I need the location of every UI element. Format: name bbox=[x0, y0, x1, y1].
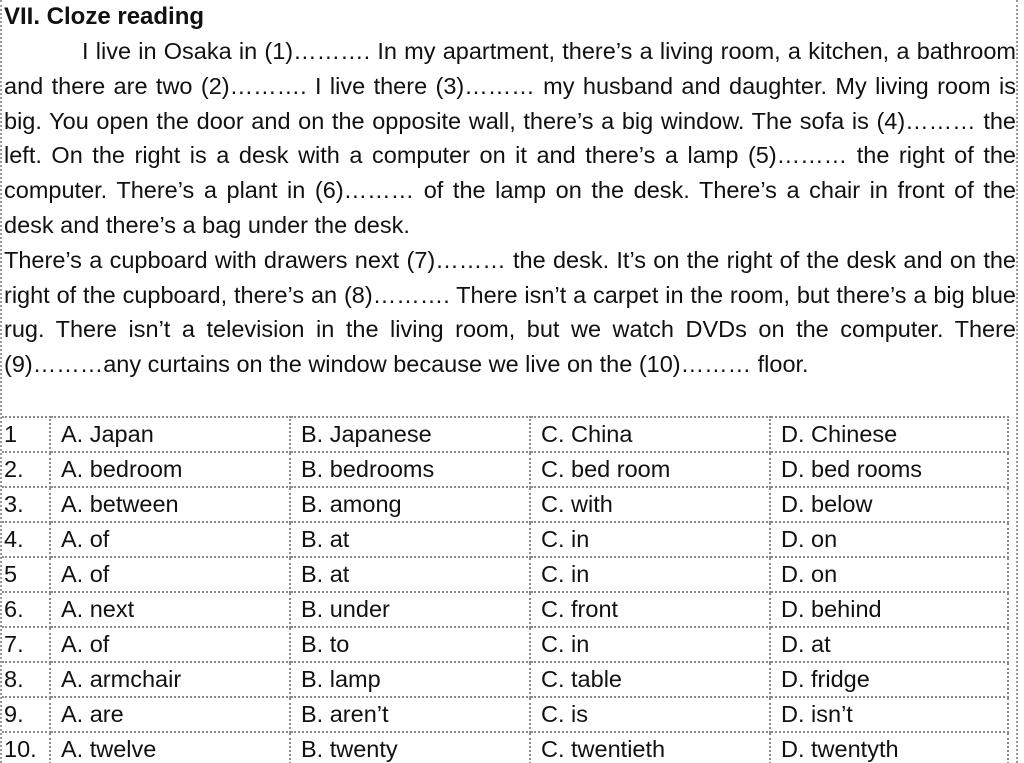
option-c: C. with bbox=[530, 487, 770, 522]
option-a: A. of bbox=[50, 627, 290, 662]
option-b: B. twenty bbox=[290, 732, 530, 763]
option-c: C. bed room bbox=[530, 452, 770, 487]
question-row bbox=[2, 487, 1008, 522]
question-number: 5 bbox=[2, 557, 50, 592]
option-d: D. twentyth bbox=[770, 732, 1008, 763]
cloze-passage bbox=[4, 34, 1016, 382]
question-number: 8. bbox=[2, 662, 50, 697]
question-number: 9. bbox=[2, 697, 50, 732]
option-b: B. at bbox=[290, 522, 530, 557]
option-c: C. China bbox=[530, 417, 770, 452]
option-d: D. Chinese bbox=[770, 417, 1008, 452]
option-d: D. isn’t bbox=[770, 697, 1008, 732]
option-d: D. bed rooms bbox=[770, 452, 1008, 487]
option-d: D. behind bbox=[770, 592, 1008, 627]
option-a: A. of bbox=[50, 522, 290, 557]
question-number: 6. bbox=[2, 592, 50, 627]
answer-options-table bbox=[2, 416, 1009, 763]
question-row bbox=[2, 557, 1008, 592]
option-a: A. between bbox=[50, 487, 290, 522]
option-c: C. is bbox=[530, 697, 770, 732]
question-row bbox=[2, 662, 1008, 697]
option-c: C. twentieth bbox=[530, 732, 770, 763]
question-number: 2. bbox=[2, 452, 50, 487]
question-number: 1 bbox=[2, 417, 50, 452]
option-b: B. aren’t bbox=[290, 697, 530, 732]
option-c: C. table bbox=[530, 662, 770, 697]
question-number: 3. bbox=[2, 487, 50, 522]
option-a: A. armchair bbox=[50, 662, 290, 697]
option-d: D. at bbox=[770, 627, 1008, 662]
question-row bbox=[2, 732, 1008, 763]
question-number: 10. bbox=[2, 732, 50, 763]
question-row bbox=[2, 522, 1008, 557]
option-a: A. next bbox=[50, 592, 290, 627]
question-number: 7. bbox=[2, 627, 50, 662]
question-row bbox=[2, 417, 1008, 452]
section-title: VII. Cloze reading bbox=[4, 3, 205, 30]
option-b: B. among bbox=[290, 487, 530, 522]
passage-paragraph-2: There’s a cupboard with drawers next (7)……… the desk. It’s on the right of the desk and on the right of the cupboard, there’s an (8)………. There isn’t a carpet in the room, but there’s a big blue rug. There isn’t a television in the living room, but we watch DVDs on the computer. There (9)………any curtains on the window because we live on the (10)……… floor. bbox=[4, 246, 1016, 378]
option-b: B. under bbox=[290, 592, 530, 627]
option-c: C. front bbox=[530, 592, 770, 627]
question-row bbox=[2, 697, 1008, 732]
option-c: C. in bbox=[530, 522, 770, 557]
option-c: C. in bbox=[530, 557, 770, 592]
option-a: A. are bbox=[50, 697, 290, 732]
question-row bbox=[2, 452, 1008, 487]
option-b: B. to bbox=[290, 627, 530, 662]
option-d: D. fridge bbox=[770, 662, 1008, 697]
option-b: B. at bbox=[290, 557, 530, 592]
option-d: D. on bbox=[770, 522, 1008, 557]
option-d: D. on bbox=[770, 557, 1008, 592]
option-b: B. bedrooms bbox=[290, 452, 530, 487]
question-number: 4. bbox=[2, 522, 50, 557]
option-b: B. Japanese bbox=[290, 417, 530, 452]
question-row bbox=[2, 592, 1008, 627]
option-a: A. of bbox=[50, 557, 290, 592]
option-d: D. below bbox=[770, 487, 1008, 522]
option-c: C. in bbox=[530, 627, 770, 662]
option-a: A. Japan bbox=[50, 417, 290, 452]
passage-paragraph-1: I live in Osaka in (1)………. In my apartment, there’s a living room, a kitchen, a bathroom and there are two (2)………. I live there (3)……… my husband and daughter. My living room is big. You open the door and on the opposite wall, there’s a big window. The sofa is (4)……… the left. On the right is a desk with a computer on it and there’s a lamp (5)……… the right of the computer. There’s a plant in (6)……… of the lamp on the desk. There’s a chair in front of the desk and there’s a bag under the desk. bbox=[4, 38, 1016, 238]
option-b: B. lamp bbox=[290, 662, 530, 697]
option-a: A. twelve bbox=[50, 732, 290, 763]
option-a: A. bedroom bbox=[50, 452, 290, 487]
question-row bbox=[2, 627, 1008, 662]
